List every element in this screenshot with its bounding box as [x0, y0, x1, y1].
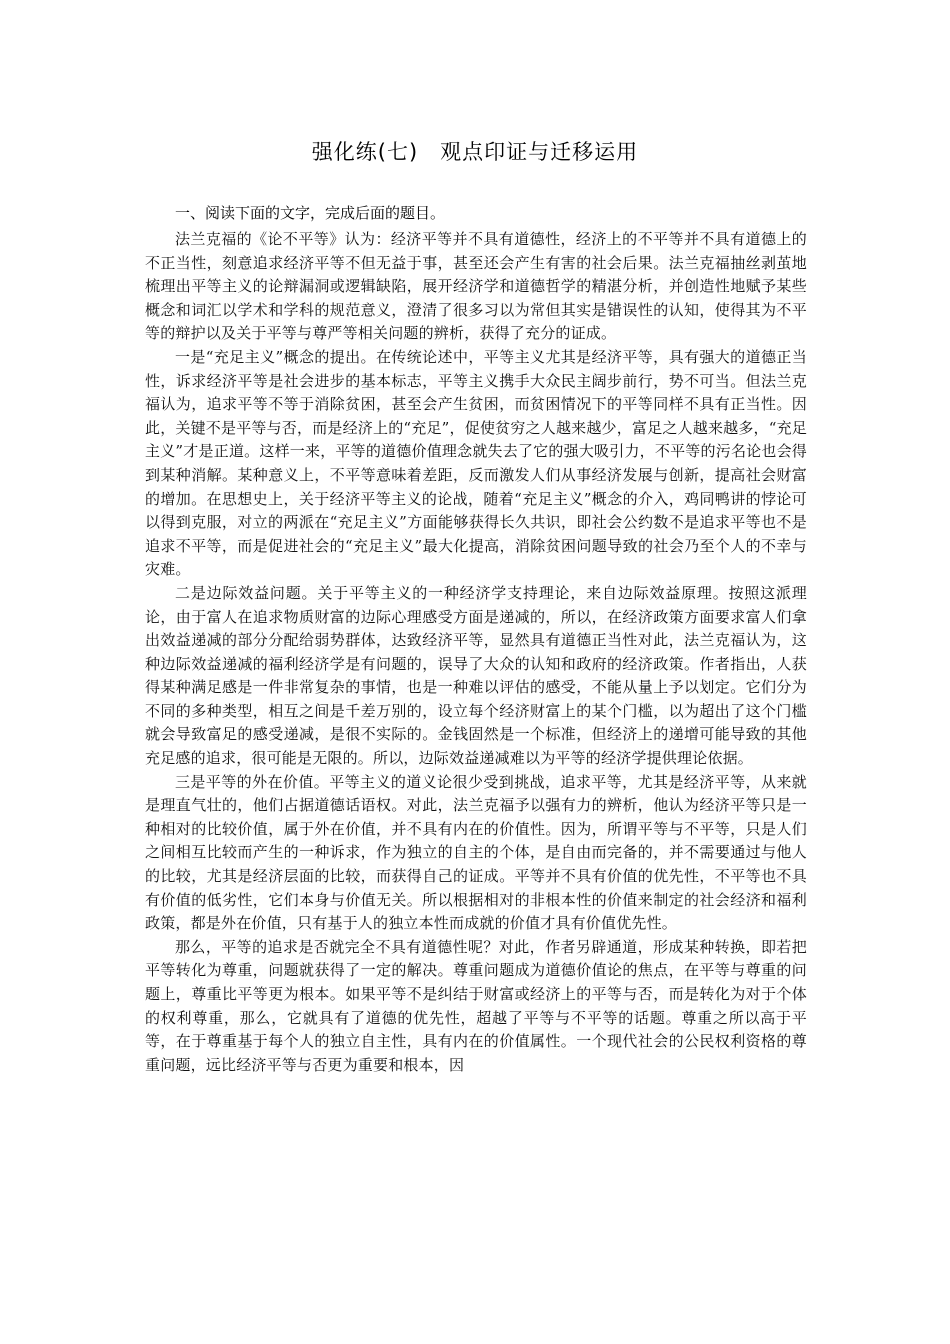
section-heading: 一、阅读下面的文字，完成后面的题目。 — [175, 204, 446, 222]
paragraph-external-value: 三是平等的外在价值。平等主义的道义论很少受到挑战，追求平等，尤其是经济平等，从来就是理直气壮的，他们占据道德话语权。对此，法兰克福予以强有力的辨析，他认为经济平等只是一种相对的比较价值，属于外在价值，并不具有内在的价值性。因为，所谓平等与不平等，只是人们之间相互比较而产生的一种诉求，作为独立的自主的个体，是自由而完备的，并不需要通过与他人的比较，尤其是经济层面的比较，而获得自己的证成。平等并不具有价值的优先性，不平等也不具有价值的低劣性，它们本身与价值无关。所以根据相对的非根本性的价值来制定的社会经济和福利政策，都是外在价值，只有基于人的独立本性而成就的价值才具有价值优先性。 — [145, 772, 807, 933]
paragraph-marginal-utility: 二是边际效益问题。关于平等主义的一种经济学支持理论，来自边际效益原理。按照这派理论，由于富人在追求物质财富的边际心理感受方面是递减的，所以，在经济政策方面要求富人们拿出效益递减的部分分配给弱势群体，达致经济平等，显然具有道德正当性对此，法兰克福认为，这种边际效益递减的福利经济学是有问题的，误导了大众的认知和政府的经济政策。作者指出，人获得某种满足感是一件非常复杂的事情，也是一种难以评估的感受，不能从量上予以划定。它们分为不同的多种类型，相互之间是千差万别的，设立每个经济财富上的某个门槛，以为超出了这个门槛就会导致富足的感受递减，是很不实际的。金钱固然是一个标准，但经济上的递增可能导致的其他充足感的追求，很可能是无限的。所以，边际效益递减难以为平等的经济学提供理论依据。 — [145, 583, 807, 768]
paragraph-sufficiency: 一是“充足主义”概念的提出。在传统论述中，平等主义尤其是经济平等，具有强大的道德正当性，诉求经济平等是社会进步的基本标志，平等主义携手大众民主阔步前行，势不可当。但法兰克福认为，追求平等不等于消除贫困，甚至会产生贫困，而贫困情况下的平等同样不具有正当性。因此，关键不是平等与否，而是经济上的“充足”，促使贫穷之人越来越少，富足之人越来越多，“充足主义”才是正道。这样一来，平等的道德价值理念就失去了它的强大吸引力，不平等的污名论也会得到某种消解。某种意义上，不平等意味着差距，反而激发人们从事经济发展与创新，提高社会财富的增加。在思想史上，关于经济平等主义的论战，随着“充足主义”概念的介入，鸡同鸭讲的悖论可以得到克服，对立的两派在“充足主义”方面能够获得长久共识，即社会公约数不是追求平等也不是追求不平等，而是促进社会的“充足主义”最大化提高，消除贫困问题导致的社会乃至个人的不幸与灾难。 — [145, 347, 808, 579]
page-title: 强化练(七) 观点印证与迁移运用 — [311, 140, 639, 164]
document-body — [145, 228, 807, 1077]
paragraph-intro: 法兰克福的《论不平等》认为：经济平等并不具有道德性，经济上的不平等并不具有道德上的不正当性，刻意追求经济平等不但无益于事，甚至还会产生有害的社会后果。法兰克福抽丝剥茧地梳理出平等主义的论辩漏洞或逻辑缺陷，展开经济学和道德哲学的精湛分析，并创造性地赋予某些概念和词汇以学术和学科的规范意义，澄清了很多习以为常但其实是错误性的认知，使得其为不平等的辩护以及关于平等与尊严等相关问题的辨析，获得了充分的证成。 — [145, 230, 807, 343]
paragraph-respect: 那么，平等的追求是否就完全不具有道德性呢？对此，作者另辟通道，形成某种转换，即若把平等转化为尊重，问题就获得了一定的解决。尊重问题成为道德价值论的焦点，在平等与尊重的问题上，尊重比平等更为根本。如果平等不是纠结于财富或经济上的平等与否，而是转化为对于个体的权利尊重，那么，它就具有了道德的优先性，超越了平等与不平等的话题。尊重之所以高于平等，在于尊重基于每个人的独立自主性，具有内在的价值属性。一个现代社会的公民权利资格的尊重问题，远比经济平等与否更为重要和根本，因 — [145, 937, 807, 1074]
